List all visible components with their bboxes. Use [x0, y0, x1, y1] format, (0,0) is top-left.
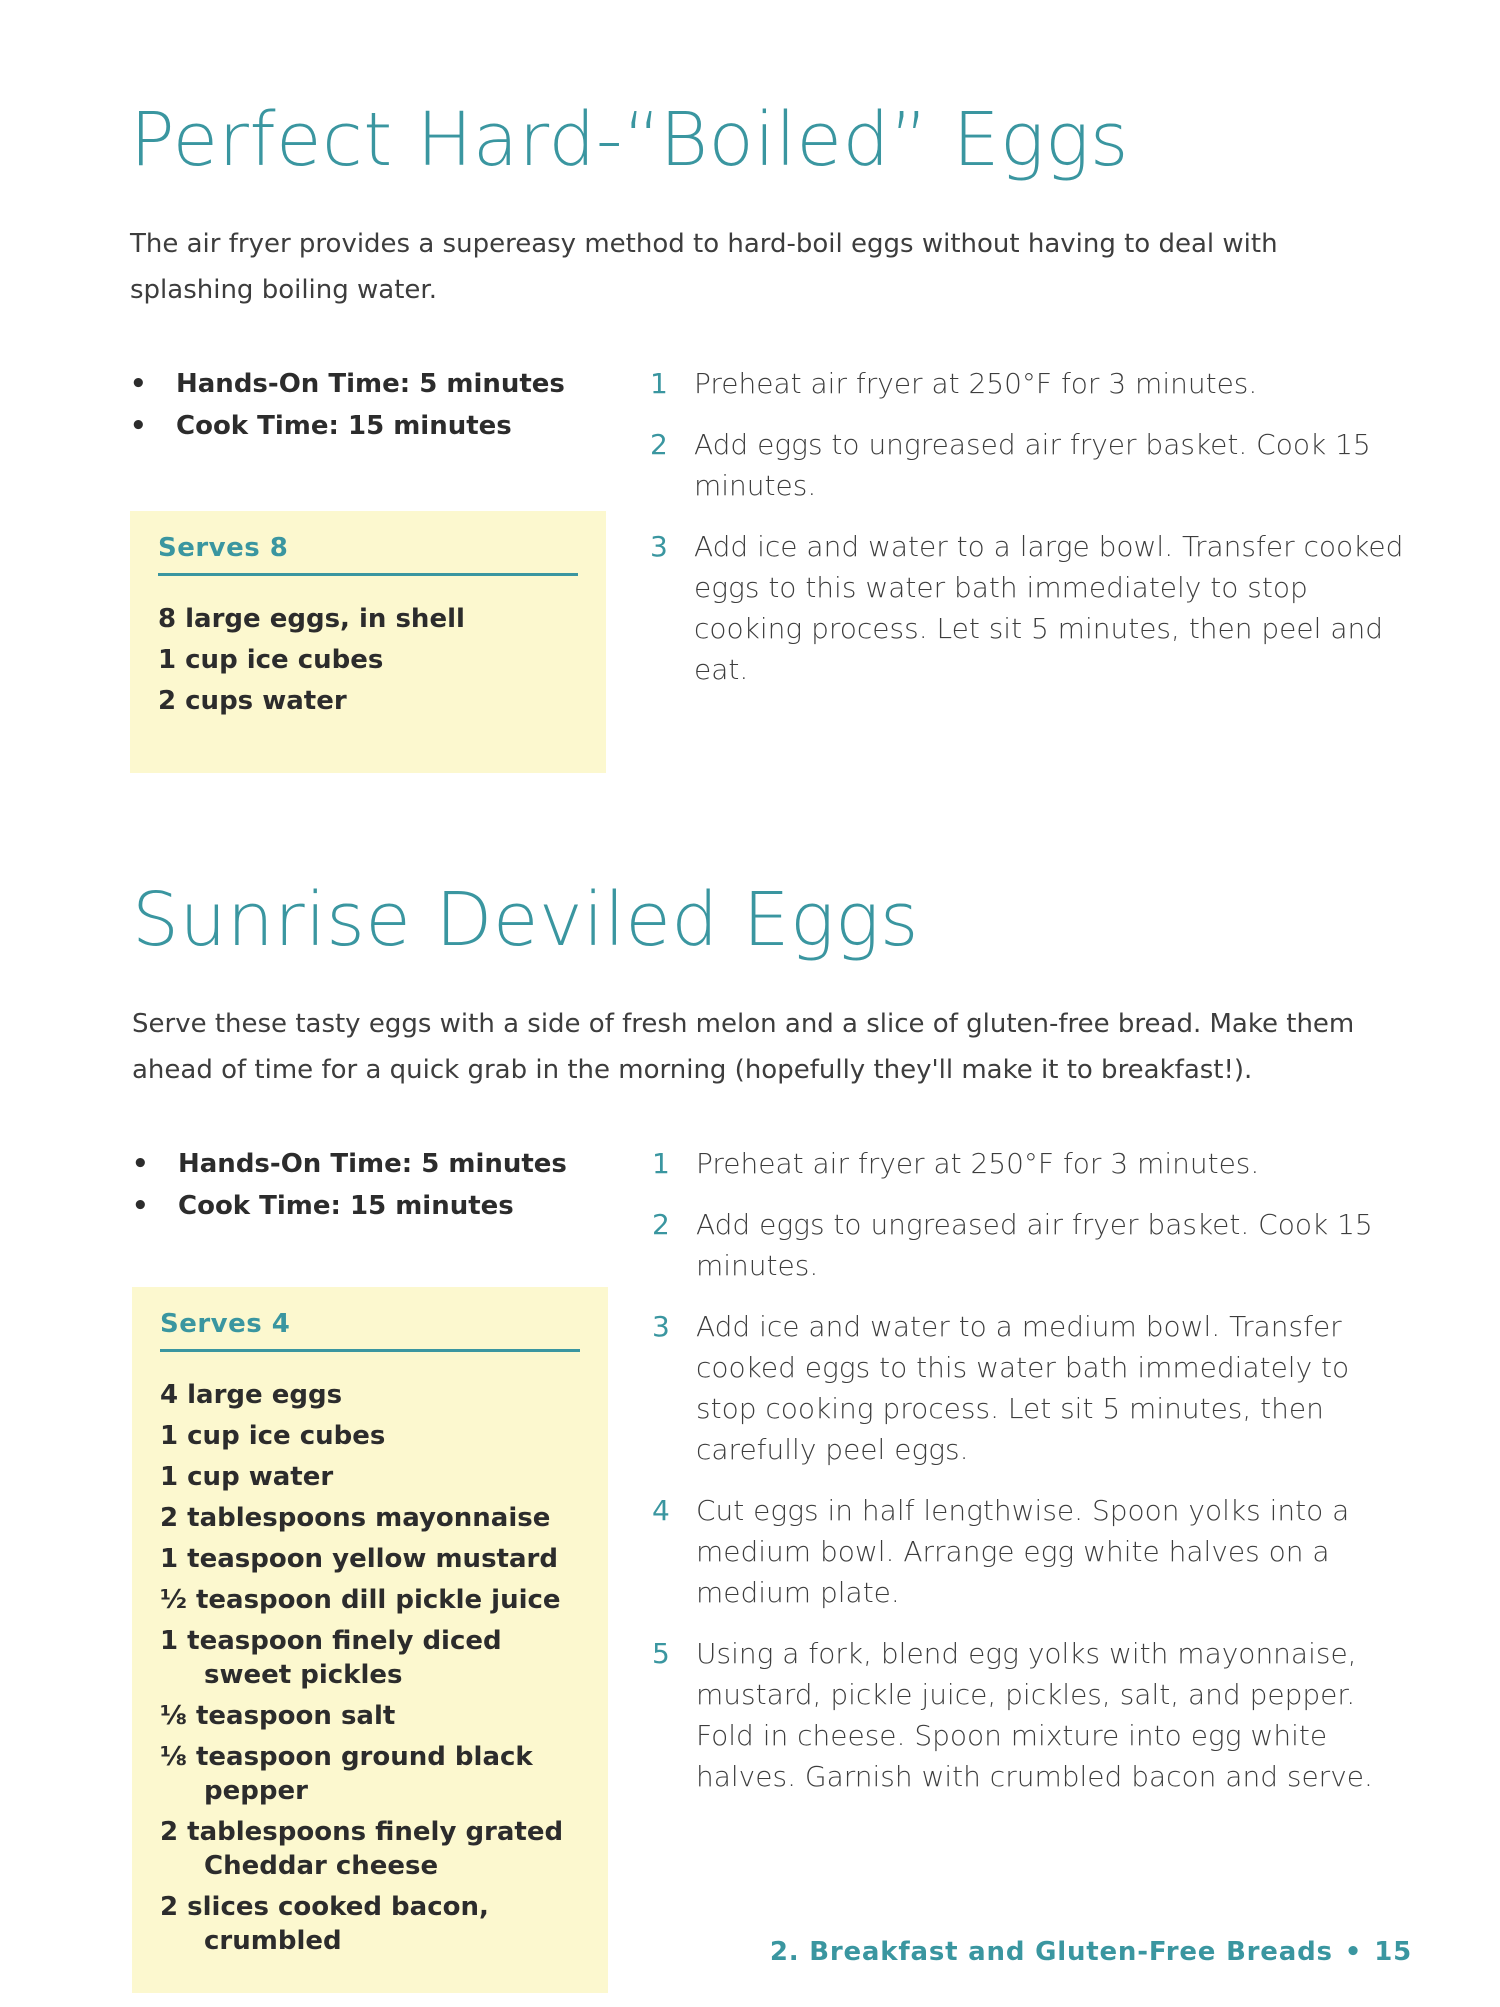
recipe-steps-column [652, 1143, 1412, 1817]
ingredients-box [132, 1287, 608, 1993]
time-list [130, 363, 610, 447]
page-footer [770, 1937, 1412, 1967]
separator-dot: • [1344, 1937, 1363, 1967]
ingredient-item: 2 cups water [158, 686, 347, 717]
step-item [652, 1633, 1412, 1797]
step-text: Using a fork, blend egg yolks with mayonnaise, mustard, pickle juice, pickles, salt, and pepper. Fold in cheese. Spoon mixture into egg white halves. Garnish with crumbled bacon and serve. [696, 1637, 1373, 1794]
step-list [650, 363, 1410, 690]
bullet-icon: • [130, 411, 147, 442]
step-text: Preheat air fryer at 250°F for 3 minutes. [694, 367, 1258, 401]
step-number: 3 [650, 530, 668, 564]
ingredient-item: 1 cup water [160, 1462, 334, 1493]
step-text: Add eggs to ungreased air fryer basket. Cook 15 minutes. [694, 428, 1371, 503]
step-text: Add ice and water to a medium bowl. Transfer cooked eggs to this water bath immediately to stop cooking process. Let sit 5 minutes, then carefully peel eggs. [696, 1310, 1350, 1467]
recipe-intro: The air fryer provides a supereasy method to hard-boil eggs without having to deal with splashing boiling water. [130, 229, 1278, 306]
ingredients-box [130, 511, 606, 773]
step-item [650, 424, 1410, 506]
serves-label: Serves 4 [160, 1309, 580, 1352]
ingredient-item: ⅛ teaspoon ground black pepper [160, 1742, 533, 1807]
step-item [652, 1490, 1412, 1613]
ingredient-item: 1 cup ice cubes [158, 645, 384, 676]
ingredient-list [158, 602, 578, 718]
recipe-info-column [132, 1143, 612, 1993]
ingredient-item: 2 tablespoons finely grated Cheddar cheese [160, 1817, 564, 1882]
ingredient-item: 2 tablespoons mayonnaise [160, 1503, 551, 1534]
step-item [652, 1204, 1412, 1286]
cook-time: • Cook Time: 15 minutes [130, 405, 610, 447]
ingredient-item: 1 teaspoon yellow mustard [160, 1544, 558, 1575]
bullet-icon: • [130, 369, 147, 400]
cook-time: • Cook Time: 15 minutes [132, 1185, 612, 1227]
recipe-hard-boiled-eggs [130, 97, 1410, 717]
recipe-title: Perfect Hard-“Boiled” Eggs [130, 97, 1129, 183]
step-number: 2 [650, 428, 668, 462]
step-item [652, 1306, 1412, 1470]
ingredient-item: 1 teaspoon finely diced sweet pickles [160, 1626, 502, 1691]
ingredient-item: 1 cup ice cubes [160, 1421, 386, 1452]
step-item [652, 1143, 1412, 1184]
step-text: Cut eggs in half lengthwise. Spoon yolks into a medium bowl. Arrange egg white halves on a medium plate. [696, 1494, 1350, 1610]
step-text: Add eggs to ungreased air fryer basket. Cook 15 minutes. [696, 1208, 1373, 1283]
bullet-icon: • [132, 1191, 149, 1222]
recipe-info-column [130, 363, 610, 773]
hands-on-time: • Hands-On Time: 5 minutes [132, 1143, 612, 1185]
ingredient-item: ½ teaspoon dill pickle juice [160, 1585, 561, 1616]
hands-on-time: • Hands-On Time: 5 minutes [130, 363, 610, 405]
serves-label: Serves 8 [158, 533, 578, 576]
time-list [132, 1143, 612, 1227]
step-text: Add ice and water to a large bowl. Transfer cooked eggs to this water bath immediately to stop cooking process. Let sit 5 minutes, then peel and eat. [694, 530, 1404, 687]
ingredient-item: 2 slices cooked bacon, crumbled [160, 1892, 489, 1957]
step-item [650, 363, 1410, 404]
step-number: 1 [650, 367, 668, 401]
ingredient-item: 4 large eggs [160, 1380, 343, 1411]
bullet-icon: • [132, 1149, 149, 1180]
step-number: 4 [652, 1494, 670, 1528]
ingredient-list [160, 1378, 580, 1958]
step-number: 5 [652, 1637, 670, 1671]
step-list [652, 1143, 1412, 1797]
step-number: 1 [652, 1147, 670, 1181]
step-number: 3 [652, 1310, 670, 1344]
recipe-intro: Serve these tasty eggs with a side of fresh melon and a slice of gluten-free bread. Make them ahead of time for a quick grab in the morning (hopefully they'll make it to breakfast!). [132, 1009, 1355, 1086]
recipe-title: Sunrise Deviled Eggs [132, 877, 919, 963]
step-number: 2 [652, 1208, 670, 1242]
step-item [650, 526, 1410, 690]
step-text: Preheat air fryer at 250°F for 3 minutes. [696, 1147, 1260, 1181]
ingredient-item: 8 large eggs, in shell [158, 604, 465, 635]
chapter-title: 2. Breakfast and Gluten-Free Breads [769, 1937, 1333, 1967]
recipe-steps-column [650, 363, 1410, 710]
ingredient-item: ⅛ teaspoon salt [160, 1701, 396, 1732]
page-number: 15 [1374, 1937, 1412, 1967]
